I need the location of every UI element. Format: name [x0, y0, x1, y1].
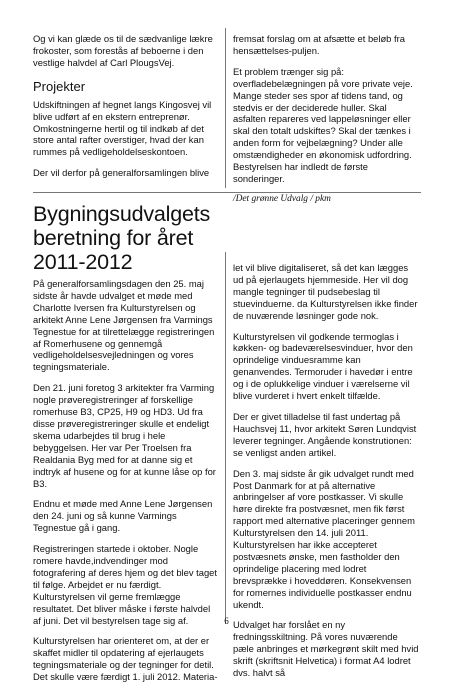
- paragraph: let vil blive digitaliseret, så det kan lægges ud på ejerlaugets hjemmeside. Her vil dog mangle tegninger til pudsebeslag til stuevinduerne. da Kulturstyrelsen ikke finder de nuværende løsninger gode nok.: [233, 262, 418, 321]
- top-left-column: [33, 33, 218, 188]
- paragraph: Den 21. juni foretog 3 arkitekter fra Varming nogle prøveregistreringer af forskellige romerhuse B3, CP25, H9 og HD3. Ud fra disse prøveregistreringer skulle et endeligt skema udarbejdes til brug i hele bebyggelsen. Her var Per Troelsen fra Realdania Byg med for at danne sig et indtryk af husene og for at kunne låse op for B3.: [33, 382, 216, 489]
- column-divider-bottom: [225, 252, 226, 624]
- signature: /Det grønne Udvalg / pkm: [233, 193, 331, 204]
- paragraph: Og vi kan glæde os til de sædvanlige lækre frokoster, som forestås af beboerne i den vestlige halvdel af Carl PlougsVej.: [33, 33, 213, 68]
- paragraph: Kulturstyrelsen vil godkende termoglas i køkken- og badeværelsesvinduer, hvor den oprindelige vinduesramme kan genanvendes. Termoruder i havedør i entre og i de oplukkelige vinduer i værelserne vil blive vurderet i hvert enkelt tilfælde.: [233, 330, 413, 402]
- paragraph: Udvalget har forslået en ny fredningsskiltning. På vores nuværende pæle anbringes et mørkegrønt skilt med hvid skrift (skriftsnit Helvetica) i format A4 lodret dvs. halvt så: [233, 619, 419, 679]
- paragraph: Den 3. maj sidste år gik udvalget rundt med Post Danmark for at på alternative anbringelser af vore postkasser. Vi skulle høre direkte fra postvæsnet, men fik først rapport med alternative placeringer gennem Kulturstyrelsen den 14. juli 2011. Kulturstyrelsen har ikke accepteret postvæsnets ønske, men fastholder den oprindelige placering med lodret brevsprække i hoveddøren. Konsekvensen for romernes individuelle postkasser endnu ukendt.: [233, 467, 415, 610]
- paragraph: Der vil derfor på generalforsamlingen blive: [33, 167, 210, 179]
- top-right-column: [233, 33, 421, 206]
- paragraph: Et problem trænger sig på: overfladebelægningen på vore private veje. Mange steder ses spor af tidens tand, og stedvis er der deciderede huller. Skal asfalten repareres ved lappeløsninger eller skal den totalt udskiftes? Skal der tænkes i anden form for vejbelægning? Under alle omstændigheder en økonomisk udfordring. Bestyrelsen har indledt de første sonderinger.: [233, 65, 413, 184]
- column-divider-top: [225, 28, 226, 188]
- page-number: 6: [224, 616, 229, 626]
- paragraph: fremsat forslag om at afsætte et beløb fra hensættelses-puljen.: [233, 33, 405, 56]
- paragraph: Registreringen startede i oktober. Nogle romere havde,indvendinger mod fotografering af deres hjem og det blev taget til følge. Arbejdet er nu færdigt. Kulturstyrelsen vil gerne fremlægge resultatet. Det bliver måske i første halvdel af juni. Det vil bestyrelsen tage sig af.: [33, 543, 217, 626]
- paragraph: Der er givet tilladelse til fast undertag på Hauchsvej 11, hvor arkitekt Søren Lundqvist leverer tegninger. Angående konstrutionen: se venligst anden artikel.: [233, 410, 417, 458]
- bottom-left-column: [33, 278, 218, 692]
- paragraph: Kulturstyrelsen har orienteret om, at der er skaffet midler til opdatering af ejerlaugets tegningsmateriale og der tegninger for detil. Det skulle være færdigt 1. juli 2012. Materia-: [33, 635, 218, 683]
- paragraph: Endnu et møde med Anne Lene Jørgensen den 24. juni og så kunne Varmings Tegnestue gå i gang.: [33, 498, 213, 534]
- paragraph: Udskiftningen af hegnet langs Kingosvej vil blive udført af en ekstern entreprenør. Omkostningerne hertil og til indkøb af det store antal rafter overstiger, hvad der kan rummes på vedligeholdelseskontoen.: [33, 98, 212, 158]
- article-title: Bygningsudvalgets beretning for året 2011-2012: [33, 202, 211, 274]
- paragraph: På generalforsamlingsdagen den 25. maj sidste år havde udvalget et møde med Charlotte Iversen fra Kulturstyrelsen og arkitekt Anne Lene Jørgensen fra Varmings Tegnestue for at tilrettelægge registreringen af Romerhusene og gennemgå vedligeholdelsesvejledningen og vores tegningsmateriale.: [33, 278, 215, 373]
- section-heading: Projekter: [33, 78, 86, 94]
